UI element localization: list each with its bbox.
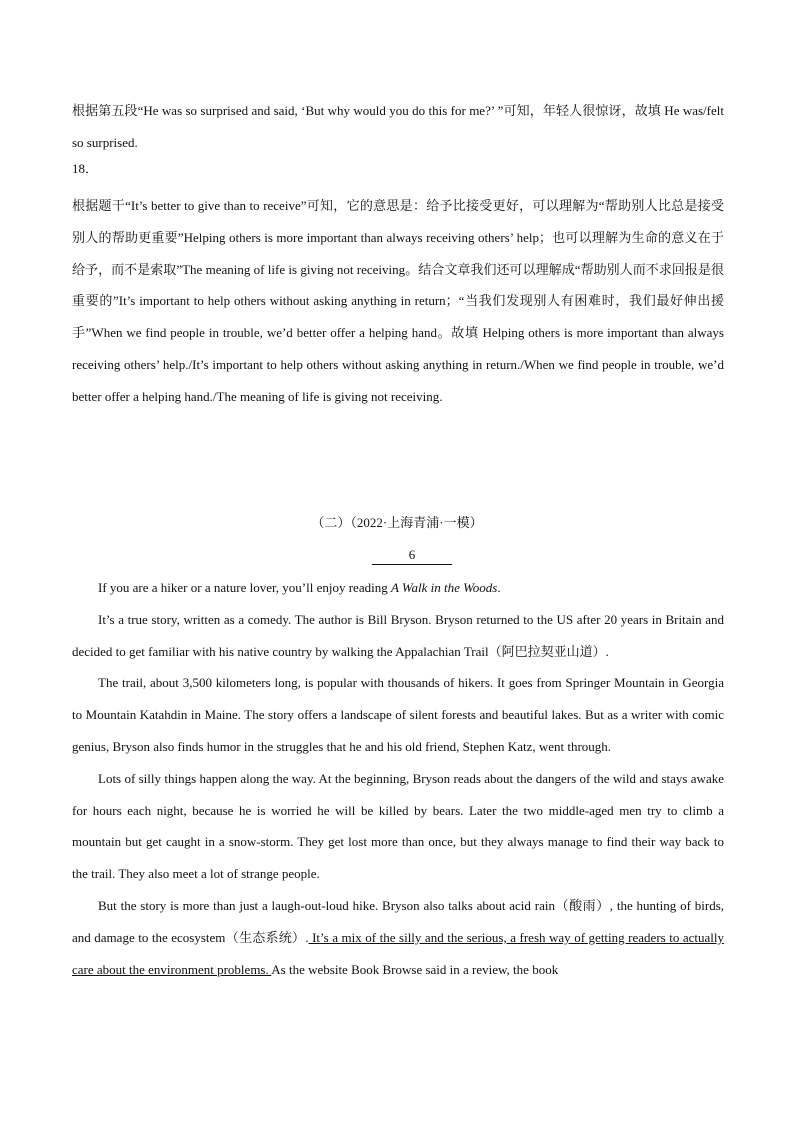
- question-number: 18．: [72, 161, 99, 176]
- passage-paragraph-4: Lots of silly things happen along the way. At the beginning, Bryson reads about the dangers of the wild and stays awake for hours each night, because he is worried he will be killed by bears. Later the two middle-aged men try to climb a mountain but get caught in a snow-storm. They get lost more than once, but they always manage to find their way back to the trail. They also meet a lot of strange people.: [72, 770, 724, 882]
- passage-paragraph-2: It’s a true story, written as a comedy. The author is Bill Bryson. Bryson returned to the US after 20 years in Britain and decided to get familiar with his native country by walking the Appalachian Trail（阿巴拉契亚山道）.: [72, 611, 724, 659]
- passage-p5-end: As the website Book Browse said in a review, the book: [271, 961, 559, 977]
- passage-p1-end: .: [497, 580, 501, 595]
- answer-blank: [372, 546, 452, 565]
- section-heading: （二）（2022·上海青浦·一模）: [311, 515, 483, 530]
- underlined-sentence: It’s a mix of the silly and the serious, a fresh way of getting readers to actually care about the environment problems.: [72, 929, 725, 977]
- passage-paragraph-1: [72, 572, 724, 604]
- explanation-paragraph-17: 根据第五段“He was so surprised and said, ‘But why would you do this for me?’ ”可知，年轻人很惊讶，故填 He was/felt so surprised.: [72, 103, 724, 150]
- explanation-paragraph-18: 根据题干“It’s better to give than to receive”可知，它的意思是：给予比接受更好，可以理解为“帮助别人比总是接受别人的帮助更重要”Helping others is more important than always receiving others’ help；也可以理解为生命的意义在于给予，而不是索取”The meaning of life is giving not receiving。结合文章我们还可以理解成“帮助别人而不求回报是很重要的”It’s important to help others without asking anything in return；“当我们发现别人有困难时，我们最好伸出援手”When we find people in trouble, we’d better offer a helping hand。故填 Helping others is more important than always receiving others’ help./It’s important to help others without asking anything in return./When we find people in trouble, we’d better offer a helping hand./The meaning of life is giving not receiving.: [72, 198, 724, 404]
- passage-paragraph-5: [72, 890, 724, 985]
- passage-p1-text: If you are a hiker or a nature lover, you’ll enjoy reading: [98, 580, 391, 595]
- reading-passage: [72, 572, 724, 985]
- passage-p5-text: But the story is more than just a laugh-out-loud hike. Bryson also talks about acid rain（酸雨）, the hunting of birds, and damage to the ecosystem（生态系统）.: [72, 897, 724, 945]
- answer-blank-number: 6: [408, 547, 416, 562]
- passage-paragraph-3: The trail, about 3,500 kilometers long, is popular with thousands of hikers. It goes from Springer Mountain in Georgia to Mountain Katahdin in Maine. The story offers a landscape of silent forests and beautiful lakes. But as a writer with comic genius, Bryson also finds humor in the struggles that he and his old friend, Stephen Katz, went through.: [72, 675, 724, 754]
- book-title: A Walk in the Woods: [390, 580, 498, 595]
